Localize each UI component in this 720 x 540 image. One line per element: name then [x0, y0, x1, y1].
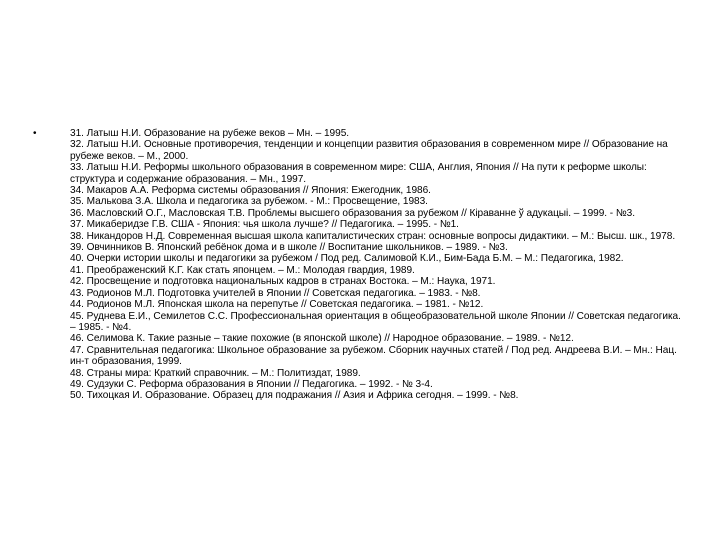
list-bullet: •: [33, 128, 37, 139]
reference-item: 50. Тихоцкая И. Образование. Образец для подражания // Азия и Африка сегодня. – 1999. - №8.: [70, 390, 519, 402]
reference-item: 49. Судзуки С. Реформа образования в Японии // Педагогика. – 1992. - № 3-4.: [70, 378, 433, 390]
reference-item: 31. Латыш Н.И. Образование на рубеже веков – Мн. – 1995.: [70, 128, 350, 139]
reference-item: 43. Родионов М.Л. Подготовка учителей в Японии // Советская педагогика. – 1983. - №8.: [70, 287, 481, 299]
reference-item: 47. Сравнительная педагогика: Школьное образование за рубежом. Сборник научных статей / Под ред. Андреева В.И. – Мн.: Нац. ин-т образования, 1999.: [70, 344, 677, 368]
reference-item: 34. Макаров А.А. Реформа системы образования // Япония: Ежегодник, 1986.: [70, 185, 431, 197]
reference-item: 32. Латыш Н.И. Основные противоречия, тенденции и концепции развития образования в современном мире // Образование на рубеже веков. – М., 2000.: [70, 139, 668, 162]
reference-item: 41. Преображенский К.Г. Как стать японцем. – М.: Молодая гвардия, 1989.: [70, 264, 415, 276]
reference-item: 38. Никандоров Н.Д. Современная высшая школа капиталистических стран: основные вопросы дидактики. – М.: Высш. шк., 1978.: [70, 230, 676, 242]
reference-item: 42. Просвещение и подготовка национальных кадров в странах Востока. – М.: Наука, 1971.: [70, 276, 496, 288]
reference-item: 33. Латыш Н.И. Реформы школьного образования в современном мире: США, Англия, Япония // На пути к реформе школы: структура и содержание образования. – Мн., 1997.: [70, 162, 647, 185]
reference-list: [70, 128, 685, 402]
reference-item: 48. Страны мира: Краткий справочник. – М.: Политиздат, 1989.: [70, 367, 361, 379]
reference-item: 46. Селимова К. Такие разные – такие похожие (в японской школе) // Народное образование. – 1989. - №12.: [70, 333, 574, 345]
reference-item: 45. Руднева Е.И., Семилетов С.С. Профессиональная ориентация в общеобразовательной школе Японии // Советская педагогика. – 1985. - №4.: [70, 310, 681, 333]
reference-item: 40. Очерки истории школы и педагогики за рубежом / Под ред. Салимовой К.И., Бим-Бада Б.М. – М.: Педагогика, 1982.: [70, 253, 624, 265]
reference-item: 39. Овчинников В. Японский ребёнок дома и в школе // Воспитание школьников. – 1989. - №3.: [70, 242, 508, 254]
reference-item: 35. Малькова З.А. Школа и педагогика за рубежом. - М.: Просвещение, 1983.: [70, 196, 428, 208]
reference-item: 37. Микаберидзе Г.В. США - Япония: чья школа лучше? // Педагогика. – 1995. - №1.: [70, 219, 459, 231]
reference-item: 36. Масловский О.Г., Масловская Т.В. Проблемы высшего образования за рубежом // Кіраванне ў адукацыі. – 1999. - №3.: [70, 207, 635, 219]
reference-item: 44. Родионов М.Л. Японская школа на перепутье // Советская педагогика. – 1981. - №12.: [70, 299, 484, 311]
